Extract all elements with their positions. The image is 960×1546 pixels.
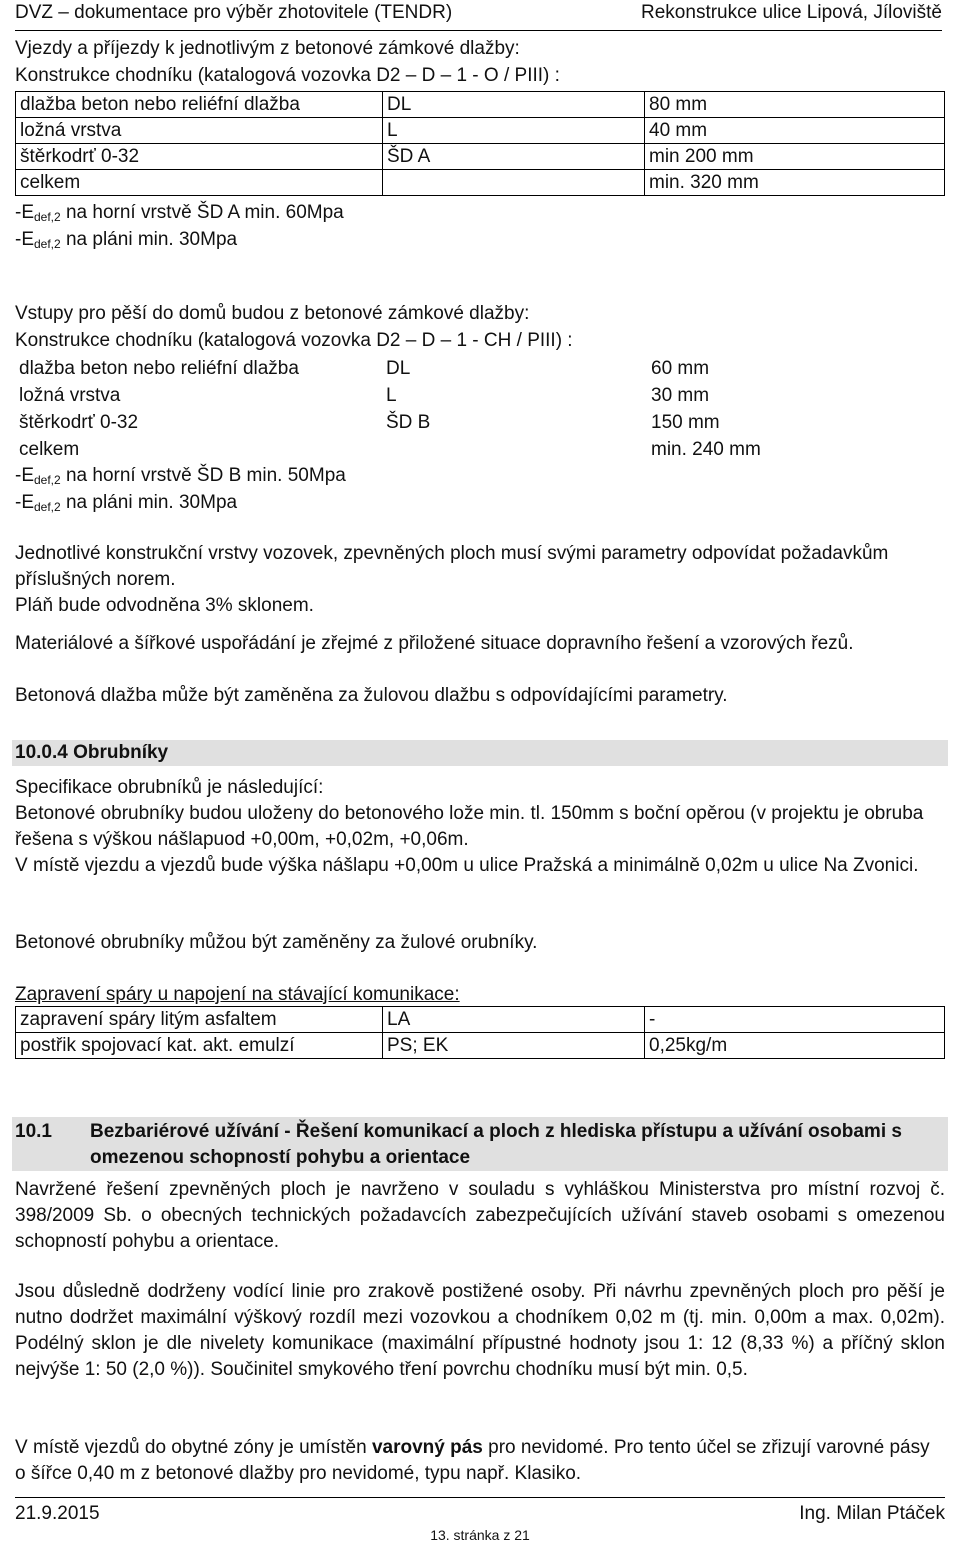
footer-divider	[15, 1497, 945, 1498]
section-title: Bezbariérové užívání - Řešení komunikací a ploch z hlediska přístupu a užívání osobami s omezenou schopností pohybu a orientace	[90, 1121, 902, 1168]
block2-layers-table	[15, 355, 945, 463]
footer-page-number: 13. stránka z 21	[430, 1527, 530, 1543]
table-row: štěrkodrť 0-32 ŠD B 150 mm	[19, 412, 720, 433]
curbs-paragraph-granite: Betonové obrubníky můžou být zaměněny za žulové orubníky.	[15, 932, 538, 953]
table-row: dlažba beton nebo reliéfní dlažba DL 80 mm	[16, 92, 945, 118]
curbs-intro: Specifikace obrubníků je následující:	[15, 777, 324, 798]
accessibility-paragraph-guidelines: Jsou důsledně dodrženy vodící linie pro zrakově postižené osoby. Při návrhu zpevněných ploch pro pěší je nutno dodržet maximální výškový rozdíl mezi vozovkou a chodníkem 0,02 m (tj. min. 0,00m a max. 0,02m). Podélný sklon je dle nivelety komunikace (maximální přípustné hodnoty jsou 1: 12 (8,33 %) a příčný sklon nejvýše 1: 50 (2,0 %)). Součinitel smykového tření povrchu chodníku musí být min. 0,5.	[15, 1281, 945, 1380]
table-row: zapravení spáry litým asfaltem LA -	[16, 1007, 945, 1033]
accessibility-paragraph-regulation: Navržené řešení zpevněných ploch je navrženo v souladu s vyhláškou Ministerstva pro místní rozvoj č. 398/2009 Sb. o obecných technických požadavcích zabezpečujících užívání staveb osobami s omezenou schopností pohybu a orientace.	[15, 1179, 945, 1252]
block1-modulus-subgrade: $-E_{def,2}$ na pláni min. 30Mpa	[15, 229, 238, 251]
block1-modulus-top: $-E_{def,2}$ na horní vrstvě ŠD A min. 60Mpa	[15, 202, 344, 224]
block2-modulus-top: $-E_{def,2}$ na horní vrstvě ŠD B min. 50Mpa	[15, 465, 346, 487]
section-heading-curbs: 10.0.4 Obrubníky	[12, 740, 948, 766]
block2-subtitle: Konstrukce chodníku (katalogová vozovka D2 – D – 1 - CH / PIII) :	[15, 330, 573, 351]
block1-layers-table	[15, 91, 945, 196]
block1-subtitle: Konstrukce chodníku (katalogová vozovka D2 – D – 1 - O / PIII) :	[15, 65, 560, 86]
footer-date: 21.9.2015	[15, 1503, 100, 1524]
section-heading-accessibility	[12, 1117, 948, 1171]
section-number: 10.1	[15, 1121, 52, 1142]
curbs-paragraph-bedding: Betonové obrubníky budou uloženy do betonového lože min. tl. 150mm s boční opěrou (v projektu je obruba řešena s výškou nášlapuod +0,00m, +0,02m, +0,06m.	[15, 803, 924, 850]
paragraph-subgrade-drainage: Pláň bude odvodněna 3% sklonem.	[15, 595, 314, 616]
table-row: postřik spojovací kat. akt. emulzí PS; EK 0,25kg/m	[16, 1033, 945, 1059]
paragraph-material-layout: Materiálové a šířkové uspořádání je zřejmé z přiložené situace dopravního řešení a vzorových řezů.	[15, 633, 854, 654]
table-row: štěrkodrť 0-32 ŠD A min 200 mm	[16, 144, 945, 170]
curbs-paragraph-driveway: V místě vjezdu a vjezdů bude výška nášlapu +0,00m u ulice Pražská a minimálně 0,02m u ulice Na Zvonici.	[15, 855, 919, 876]
paragraph-layers-norms: Jednotlivé konstrukční vrstvy vozovek, zpevněných ploch musí svými parametry odpovídat požadavkům příslušných norem.	[15, 543, 889, 590]
joint-title: Zapravení spáry u napojení na stávající komunikace:	[15, 984, 460, 1005]
paragraph-paving-substitution: Betonová dlažba může být zaměněna za žulovou dlažbu s odpovídajícími parametry.	[15, 685, 728, 706]
table-row: dlažba beton nebo reliéfní dlažba DL 60 mm	[19, 358, 710, 379]
footer-author: Ing. Milan Ptáček	[799, 1503, 945, 1524]
table-row: ložná vrstva L 40 mm	[16, 118, 945, 144]
header-document-title: DVZ – dokumentace pro výběr zhotovitele (TENDR)	[15, 2, 453, 23]
block1-title: Vjezdy a příjezdy k jednotlivým z betonové zámkové dlažby:	[15, 38, 520, 59]
table-row: ložná vrstva L 30 mm	[19, 385, 710, 406]
joint-table	[15, 1006, 945, 1059]
table-row: celkem min. 320 mm	[16, 170, 945, 196]
block2-title: Vstupy pro pěší do domů budou z betonové zámkové dlažby:	[15, 303, 530, 324]
header-project-title: Rekonstrukce ulice Lipová, Jíloviště	[641, 2, 942, 23]
block2-modulus-subgrade: $-E_{def,2}$ na pláni min. 30Mpa	[15, 492, 238, 514]
accessibility-paragraph-warning-strip: V místě vjezdů do obytné zóny je umístěn varovný pás pro nevidomé. Pro tento účel se zřizují varovné pásy o šířce 0,40 m z betonové dlažby pro nevidomé, typu např. Klasiko.	[15, 1437, 930, 1484]
page-header	[15, 0, 942, 31]
table-row: celkem min. 240 mm	[19, 439, 761, 460]
